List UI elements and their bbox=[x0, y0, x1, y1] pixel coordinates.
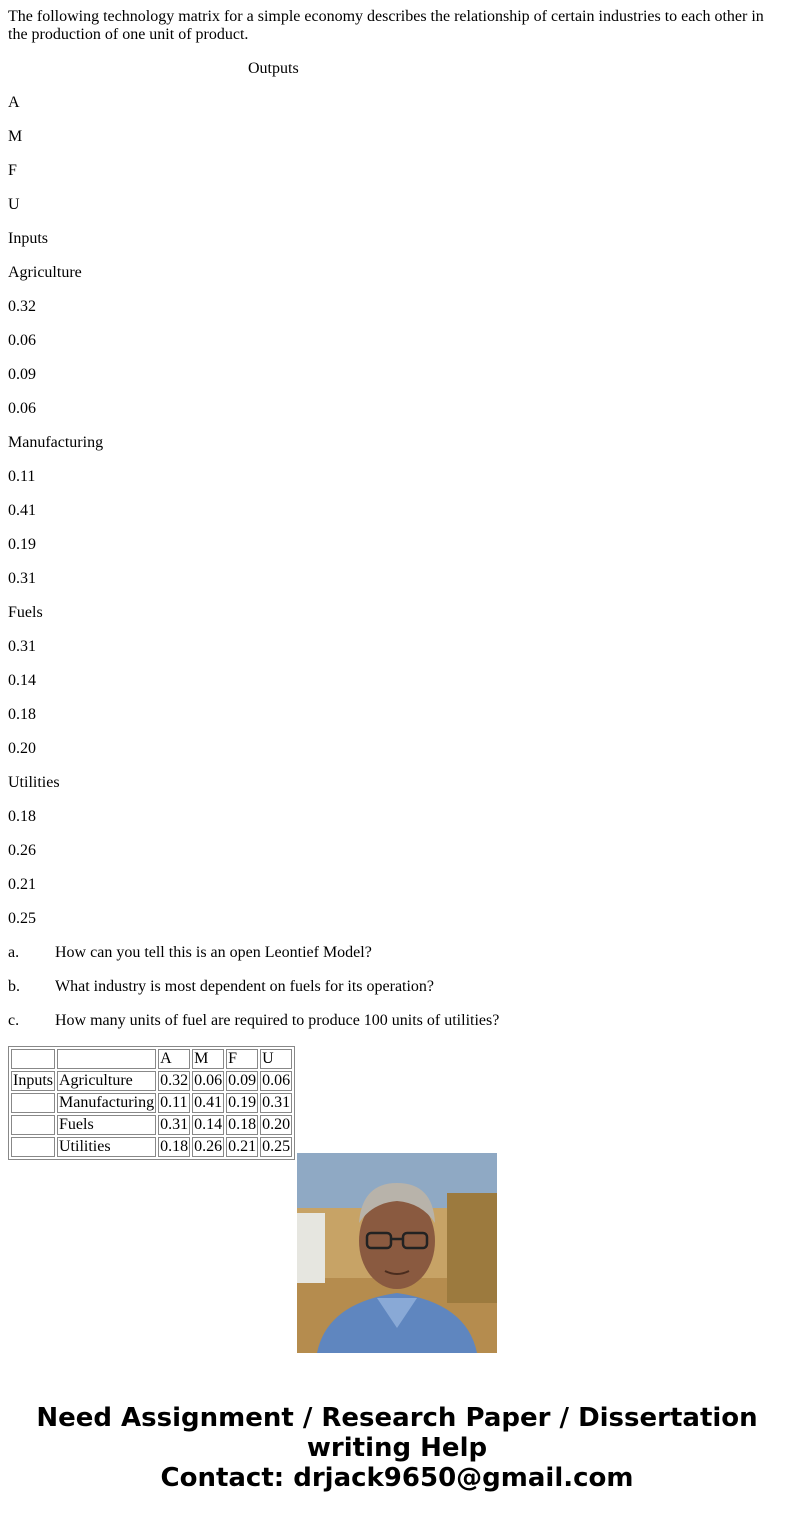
avatar-portrait bbox=[297, 1153, 497, 1353]
table-cell: 0.26 bbox=[194, 1138, 223, 1155]
question-b bbox=[8, 978, 786, 996]
promo-contact: Contact: drjack9650@gmail.com bbox=[160, 1463, 634, 1493]
row-label-fuels: Fuels bbox=[8, 604, 43, 621]
table-cell-empty bbox=[11, 1093, 55, 1113]
table-cell: 0.32 bbox=[160, 1072, 189, 1089]
avatar bbox=[297, 1153, 497, 1353]
table-row bbox=[11, 1071, 292, 1091]
question-letter: c. bbox=[8, 1012, 20, 1029]
table-cell: Inputs bbox=[13, 1072, 53, 1089]
table-row bbox=[11, 1115, 292, 1135]
table-header-cell: M bbox=[192, 1049, 224, 1069]
column-header-u: U bbox=[8, 196, 20, 213]
promo-banner bbox=[0, 1403, 794, 1493]
table-cell: 0.14 bbox=[194, 1116, 223, 1133]
table-cell: 0.18 bbox=[160, 1138, 189, 1155]
table-cell: 0.31 bbox=[262, 1094, 291, 1111]
table-cell: Utilities bbox=[57, 1137, 156, 1157]
table-cell: 0.18 bbox=[228, 1116, 257, 1133]
table-cell: 0.11 bbox=[158, 1093, 190, 1113]
row-value: 0.32 bbox=[8, 298, 36, 315]
outputs-label: Outputs bbox=[248, 60, 299, 77]
table-cell: Fuels bbox=[57, 1115, 156, 1135]
table-row bbox=[11, 1093, 292, 1113]
row-value: 0.41 bbox=[8, 502, 36, 519]
row-value: 0.31 bbox=[8, 570, 36, 587]
table-header-row bbox=[11, 1049, 292, 1069]
question-letter: b. bbox=[8, 978, 20, 995]
table-cell-empty bbox=[11, 1049, 55, 1069]
row-label-utilities: Utilities bbox=[8, 774, 60, 791]
table-cell-empty bbox=[57, 1049, 156, 1069]
table-header-cell: U bbox=[260, 1049, 292, 1069]
column-header-a: A bbox=[8, 94, 20, 111]
question-text: What industry is most dependent on fuels for its operation? bbox=[55, 978, 435, 995]
table-cell: 0.21 bbox=[228, 1138, 257, 1155]
table-cell: 0.25 bbox=[262, 1138, 291, 1155]
question-text: How can you tell this is an open Leontief Model? bbox=[55, 944, 372, 961]
question-letter: a. bbox=[8, 944, 20, 961]
table-header-cell: A bbox=[158, 1049, 190, 1069]
intro-paragraph: The following technology matrix for a simple economy describes the relationship of certain industries to each other in the production of one unit of product. bbox=[8, 8, 764, 43]
row-value: 0.11 bbox=[8, 468, 36, 485]
row-value: 0.06 bbox=[8, 400, 36, 417]
row-label-manufacturing: Manufacturing bbox=[8, 434, 104, 451]
table-cell: 0.20 bbox=[262, 1116, 291, 1133]
technology-matrix-table bbox=[8, 1046, 295, 1160]
row-value: 0.21 bbox=[8, 876, 36, 893]
table-cell: 0.06 bbox=[262, 1072, 291, 1089]
row-value: 0.19 bbox=[8, 536, 36, 553]
table-cell: 0.41 bbox=[194, 1094, 223, 1111]
question-text: How many units of fuel are required to produce 100 units of utilities? bbox=[55, 1012, 500, 1029]
row-value: 0.26 bbox=[8, 842, 36, 859]
question-a bbox=[8, 944, 786, 962]
row-value: 0.18 bbox=[8, 808, 36, 825]
question-c bbox=[8, 1012, 786, 1030]
table-cell-empty bbox=[11, 1137, 55, 1157]
column-header-m: M bbox=[8, 128, 23, 145]
table-row bbox=[11, 1137, 292, 1157]
row-value: 0.20 bbox=[8, 740, 36, 757]
row-value: 0.18 bbox=[8, 706, 36, 723]
promo-line: Need Assignment / Research Paper / Dissertation bbox=[36, 1403, 758, 1433]
column-header-f: F bbox=[8, 162, 17, 179]
table-header-cell: F bbox=[226, 1049, 258, 1069]
table-cell: 0.31 bbox=[160, 1116, 189, 1133]
table-cell: 0.06 bbox=[194, 1072, 223, 1089]
row-value: 0.06 bbox=[8, 332, 36, 349]
table-cell: 0.19 bbox=[228, 1094, 257, 1111]
table-cell-empty bbox=[11, 1115, 55, 1135]
table-cell: 0.09 bbox=[228, 1072, 257, 1089]
row-value: 0.25 bbox=[8, 910, 36, 927]
row-value: 0.31 bbox=[8, 638, 36, 655]
promo-line: writing Help bbox=[306, 1433, 488, 1463]
table-cell: Manufacturing bbox=[59, 1094, 155, 1111]
row-label-agriculture: Agriculture bbox=[8, 264, 82, 281]
row-value: 0.14 bbox=[8, 672, 36, 689]
inputs-label: Inputs bbox=[8, 230, 48, 247]
matrix-table-clipped bbox=[8, 1046, 786, 1155]
row-value: 0.09 bbox=[8, 366, 36, 383]
table-cell: Agriculture bbox=[57, 1071, 156, 1091]
